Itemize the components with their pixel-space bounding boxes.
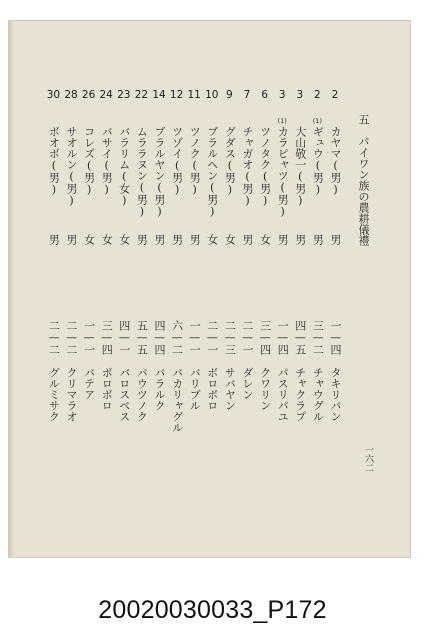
entry-term: バラルク: [153, 367, 166, 411]
entry-number: 24: [99, 89, 113, 101]
entry-name: 大山敬一(男): [293, 126, 307, 207]
entry-name: ギュウ(男): [311, 126, 325, 196]
entry-code: 五—五: [135, 320, 149, 355]
entry-term: バウツノク: [135, 367, 149, 422]
entry-sex: 男: [293, 234, 307, 245]
entry-name: ムララヌン(男): [135, 126, 149, 218]
entry-code: 四—五: [293, 320, 307, 355]
entry-name: カヤマ(男): [329, 126, 342, 196]
entry-sex: 男: [135, 234, 149, 245]
entry-number: 2: [331, 89, 339, 101]
entry-code: 二—二: [65, 320, 78, 355]
entry-number: 3: [278, 89, 286, 101]
entry-number: 12: [169, 89, 184, 101]
entry-sex: 男: [47, 234, 61, 245]
entry-number: 9: [226, 89, 233, 101]
entry-code: 六—二: [170, 320, 184, 355]
entry-number: 28: [64, 89, 78, 101]
entry-number: 3: [296, 89, 304, 101]
entry-sex: 女: [117, 234, 131, 245]
entry-name: サオルン(男): [65, 126, 78, 207]
entry-name: ツゾイ(男): [170, 126, 184, 196]
entry-sex: 男: [153, 234, 166, 245]
entry-sex: 女: [100, 234, 114, 245]
entry-number: 10: [205, 89, 219, 101]
section-title: 五 パイワン族の農耕儀禮: [357, 114, 370, 246]
entry-sex: 女: [258, 234, 272, 245]
entry-name: ブラルヘン(男): [205, 126, 219, 218]
entry-sex: 男: [170, 234, 184, 245]
entry-code: 二—三: [223, 320, 237, 355]
entry-sex: 女: [223, 234, 237, 245]
entry-subnumber: (1): [277, 117, 287, 125]
entry-term: バカリャグル: [170, 367, 184, 433]
entry-term: クワリン: [258, 367, 272, 411]
entry-term: バテア: [82, 367, 96, 400]
entry-code: 四—一: [117, 320, 131, 355]
book-page: [8, 20, 411, 558]
entry-name: コレズ(男): [82, 126, 96, 196]
entry-name: ブラルヤン(男): [153, 126, 166, 218]
entry-sex: 男: [241, 234, 254, 245]
entry-number: 11: [187, 89, 201, 101]
entry-number: 23: [117, 89, 131, 101]
entry-number: 26: [81, 89, 96, 101]
entry-term: クリマラオ: [65, 367, 78, 422]
entry-name: ツノク(男): [188, 126, 202, 196]
entry-number: 6: [261, 89, 268, 101]
entry-sex: 男: [188, 234, 202, 245]
entry-sex: 男: [329, 234, 342, 245]
entry-sex: 男: [311, 234, 325, 245]
entry-code: 三—四: [100, 320, 114, 355]
entry-code: 二—一: [205, 320, 219, 355]
entry-term: チャウグル: [311, 367, 325, 422]
entry-term: ボロボロ: [100, 367, 114, 411]
entry-term: バロスベス: [117, 367, 131, 422]
entry-name: カラピャツ(男): [276, 126, 290, 218]
entry-code: 二—二: [47, 320, 61, 355]
entry-name: バサイ(男): [100, 126, 114, 196]
entry-number: 14: [152, 89, 166, 101]
entry-sex: 女: [82, 234, 96, 245]
entry-name: ツノタク(男): [258, 126, 272, 207]
entry-code: 一—四: [276, 320, 290, 355]
entry-sex: 男: [65, 234, 78, 245]
entry-term: バリブル: [188, 367, 202, 411]
entry-term: ダレン: [241, 367, 254, 400]
entry-code: 三—四: [258, 320, 272, 355]
entry-subnumber: (1): [312, 117, 322, 125]
entry-term: ボロボロ: [205, 367, 219, 411]
entry-term: チャクラプ: [293, 367, 307, 422]
page-number: 一六二: [363, 445, 373, 472]
entry-name: グダス(男): [223, 126, 237, 196]
entry-term: パスリパユ: [276, 367, 290, 422]
entry-code: 三—二: [311, 320, 325, 355]
entry-name: チャガオ(男): [241, 126, 254, 207]
page-binding-edge: [8, 20, 14, 558]
entry-term: サバヤン: [223, 367, 237, 411]
entry-name: バラリム(女): [117, 126, 131, 207]
entry-code: 四—四: [153, 320, 166, 355]
entry-number: 2: [314, 89, 321, 101]
entry-term: グルミサク: [47, 367, 61, 422]
image-caption: 20020030033_P172: [98, 596, 327, 624]
entry-code: 二—一: [241, 320, 254, 355]
entry-term: タキリバン: [329, 367, 342, 422]
entry-code: 一—一: [82, 320, 96, 355]
entry-name: ボオボ(男): [47, 126, 61, 196]
entry-number: 22: [134, 89, 149, 101]
entry-number: 7: [243, 89, 251, 101]
entry-sex: 女: [205, 234, 219, 245]
entry-code: 一—一: [188, 320, 202, 355]
entry-number: 30: [46, 89, 61, 101]
entry-sex: 男: [276, 234, 290, 245]
entry-code: 一—四: [329, 320, 342, 355]
